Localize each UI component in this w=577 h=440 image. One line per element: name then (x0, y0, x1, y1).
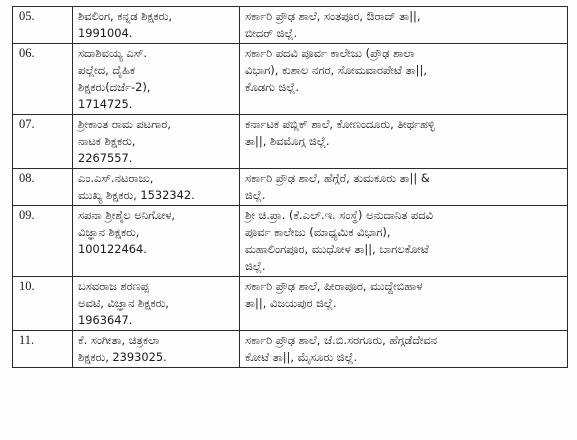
table-row (13, 169, 568, 206)
name-line: ಎಂ.ಎಸ್.ನಟರಾಜು, (78, 171, 154, 185)
school-line: ತಾ||, ವಿಜಯಪುರ ಜಿಲ್ಲೆ. (245, 296, 337, 310)
name-line: ನಾಟಕ ಶಿಕ್ಷಕರು, (78, 134, 136, 148)
school-address-cell (240, 331, 568, 368)
name-line: ಶಿಕ್ಷಕರು(ದರ್ಜೆ-2), (78, 80, 151, 94)
school-address-cell (240, 44, 568, 115)
school-line: ಸರ್ಕಾರಿ ಪ್ರೌಢ ಶಾಲೆ, ಜೆ.ಬಿ.ಸರಗೂರು, ಹೆಗ್ಗಡೆದೇವನ (245, 333, 438, 347)
school-line: ಬೀದರ್ ಜಿಲ್ಲೆ. (245, 26, 298, 40)
table-row (13, 331, 568, 368)
name-line: ಪಲ್ಲೇದ, ದೈಹಿಕ (78, 63, 136, 77)
school-line: ಸರ್ಕಾರಿ ಪ್ರೌಢ ಶಾಲೆ, ಪೀರಾಪೂರ, ಮುದ್ದೇಬಿಹಾಳ (245, 279, 423, 293)
school-line: ಕೊಡಗು ಜಿಲ್ಲೆ. (245, 80, 299, 94)
name-line: ಕೆ. ಸಂಗೀತಾ, ಚಿತ್ರಕಲಾ (78, 333, 160, 347)
school-line: ಶ್ರೀ ಚಿ.ಪ್ರಾ. (ಕೆ.ಎಲ್.ಇ. ಸಂಸ್ಥೆ) ಅನುದಾನಿತ ಪದವಿ (245, 208, 433, 222)
table-body (13, 7, 568, 368)
school-address-cell (240, 277, 568, 331)
serial-number-cell: 07. (13, 115, 73, 169)
school-line: ಜಿಲ್ಲೆ. (245, 259, 266, 273)
table-row (13, 115, 568, 169)
name-line: ಸದಾಶಿವಯ್ಯ ಎಸ್. (78, 46, 148, 60)
school-address-cell (240, 7, 568, 44)
name-line: ಶಿವಲಿಂಗ, ಕನ್ನಡ ಶಿಕ್ಷಕರು, (78, 9, 172, 23)
table-row (13, 277, 568, 331)
school-line: ಕೋಟೆ ತಾ||, ಮೈಸೂರು ಜಿಲ್ಲೆ. (245, 350, 358, 364)
school-line: ಸರ್ಕಾರಿ ಪ್ರೌಢ ಶಾಲೆ, ಸಂತಪೂರ, ಔರಾದ್ ತಾ||, (245, 9, 421, 23)
name-line: ಅವಟಿ, ವಿಜ್ಞಾನ ಶಿಕ್ಷಕರು, (78, 296, 169, 310)
name-line: 1991004. (78, 26, 133, 40)
school-line: ತಾ||, ಶಿವಮೊಗ್ಗ ಜಿಲ್ಲೆ. (245, 134, 330, 148)
school-line: ವಿಭಾಗ), ಕುಶಾಲ ನಗರ, ಸೋಮವಾರಪೇಟೆ ತಾ||, (245, 63, 427, 77)
name-line: ಮುಖ್ಯ ಶಿಕ್ಷಕರು, 1532342. (78, 188, 195, 202)
teacher-name-cell (73, 7, 240, 44)
name-line: 1963647. (78, 313, 133, 327)
school-address-cell (240, 169, 568, 206)
name-line: 2267557. (78, 151, 133, 165)
teacher-name-cell (73, 169, 240, 206)
serial-number-cell: 10. (13, 277, 73, 331)
school-line: ಮಹಾಲಿಂಗಪೂರ, ಮುಧೋಳ ತಾ||, ಬಾಗಲಕೋಟೆ (245, 242, 429, 256)
school-address-cell (240, 115, 568, 169)
teacher-name-cell (73, 277, 240, 331)
school-address-cell (240, 206, 568, 277)
serial-number-cell: 09. (13, 206, 73, 277)
school-line: ಜಿಲ್ಲೆ. (245, 188, 266, 202)
name-line: 1714725. (78, 97, 133, 111)
teacher-name-cell (73, 331, 240, 368)
name-line: ಶಿಕ್ಷಕರು, 2393025. (78, 350, 167, 364)
serial-number-cell: 05. (13, 7, 73, 44)
name-line: ವಿಜ್ಞಾನ ಶಿಕ್ಷಕರು, (78, 225, 140, 239)
name-line: ಬಸವರಾಜ ಶರಣಪ್ಪ (78, 279, 149, 293)
teacher-name-cell (73, 44, 240, 115)
school-line: ಕರ್ನಾಟಕ ಪಬ್ಲಿಕ್ ಶಾಲೆ, ಕೋಣಂದೂರು, ತೀರ್ಥಹಳ್ಳಿ (245, 117, 435, 131)
name-line: ಸಪನಾ ಶ್ರೀಶೈಲ ಅನಿಗೋಳ, (78, 208, 176, 222)
serial-number-cell: 06. (13, 44, 73, 115)
teacher-awards-table (12, 6, 568, 368)
teacher-name-cell (73, 206, 240, 277)
table-row (13, 7, 568, 44)
table-row (13, 206, 568, 277)
serial-number-cell: 11. (13, 331, 73, 368)
school-line: ಪೂರ್ವ ಕಾಲೇಜು (ಮಾಧ್ಯಮಿಕ ವಿಭಾಗ), (245, 225, 391, 239)
serial-number-cell: 08. (13, 169, 73, 206)
name-line: ಶ್ರೀಕಾಂತ ರಾಮ ಪಟಗಾರ, (78, 117, 171, 131)
table-row (13, 44, 568, 115)
school-line: ಸರ್ಕಾರಿ ಪದವಿ ಪೂರ್ವ ಕಾಲೇಜು (ಪ್ರೌಢ ಶಾಲಾ (245, 46, 415, 60)
school-line: ಸರ್ಕಾರಿ ಪ್ರೌಢ ಶಾಲೆ, ಹೆಗ್ಗೆರೆ, ತುಮಕೂರು ತಾ|| & (245, 171, 430, 185)
name-line: 100122464. (78, 242, 147, 256)
teacher-name-cell (73, 115, 240, 169)
